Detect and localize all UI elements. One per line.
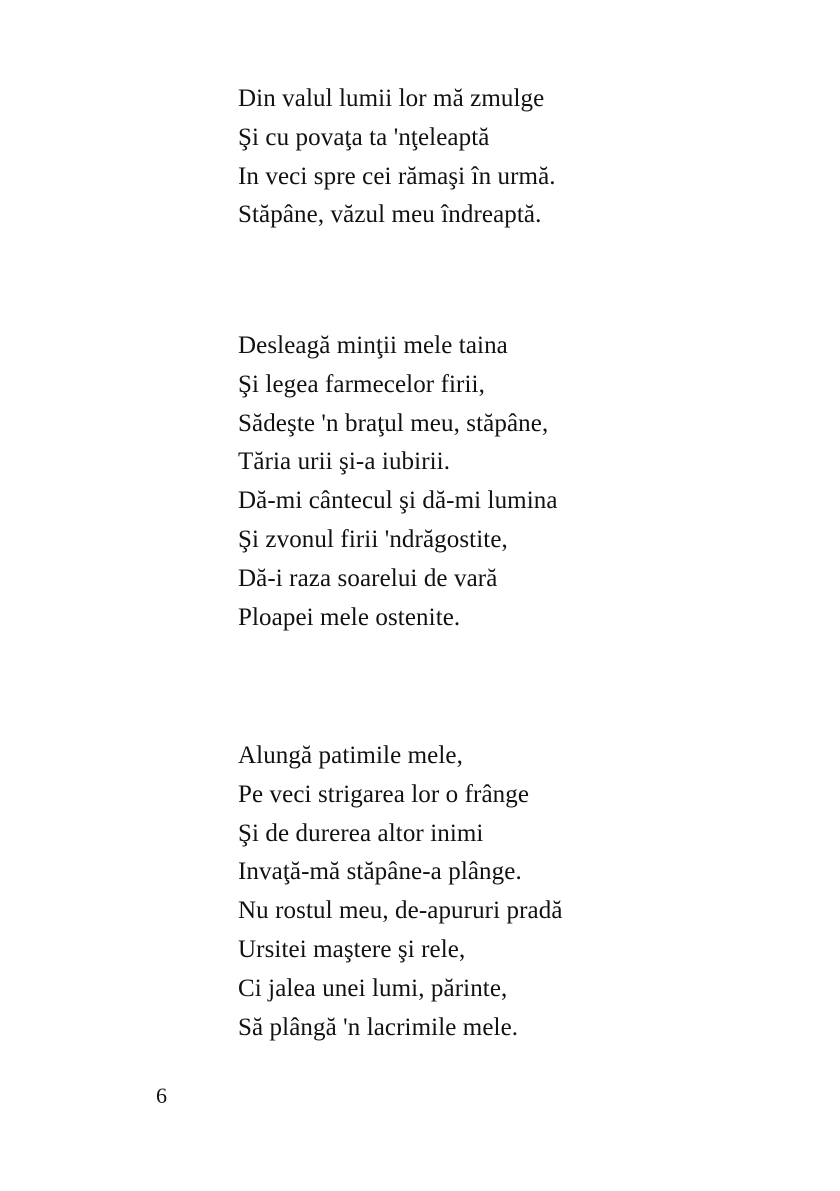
- verse-line: Şi legea farmecelor firii,: [238, 370, 485, 398]
- verse-line: Ci jalea unei lumi, părinte,: [238, 974, 508, 1002]
- verse-line: Şi cu povaţa ta 'nţeleaptă: [238, 123, 490, 151]
- verse-line: Şi de durerea altor inimi: [238, 819, 484, 847]
- verse-line: Dă-mi cântecul şi dă-mi lumina: [238, 487, 558, 515]
- verse-line: Tăria urii şi-a iubirii.: [238, 448, 451, 476]
- verse-line: Ursitei maştere şi rele,: [238, 935, 466, 963]
- verse-line: Şi zvonul firii 'ndrăgostite,: [238, 525, 508, 553]
- stanza-2: [238, 327, 758, 637]
- verse-line: Invaţă-mă stăpâne-a plânge.: [238, 858, 522, 886]
- verse-line: Sădeşte 'n braţul meu, stăpâne,: [238, 409, 549, 437]
- page-number: 6: [156, 1083, 167, 1108]
- stanza-3: [238, 737, 758, 1047]
- stanza-1: [238, 80, 758, 235]
- verse-line: Pe veci strigarea lor o frânge: [238, 780, 530, 808]
- verse-line: Alungă patimile mele,: [238, 742, 463, 769]
- verse-line: Stăpâne, văzul meu îndreaptă.: [238, 201, 542, 229]
- verse-line: Să plângă 'n lacrimile mele.: [238, 1013, 519, 1041]
- verse-line: In veci spre cei rămaşi în urmă.: [238, 162, 556, 190]
- verse-line: Desleagă minţii mele taina: [238, 332, 508, 359]
- verse-line: Nu rostul meu, de-apururi pradă: [238, 897, 563, 925]
- verse-line: Din valul lumii lor mă zmulge: [238, 85, 545, 112]
- verse-line: Ploapei mele ostenite.: [238, 603, 461, 631]
- verse-line: Dă-i raza soarelui de vară: [238, 564, 498, 592]
